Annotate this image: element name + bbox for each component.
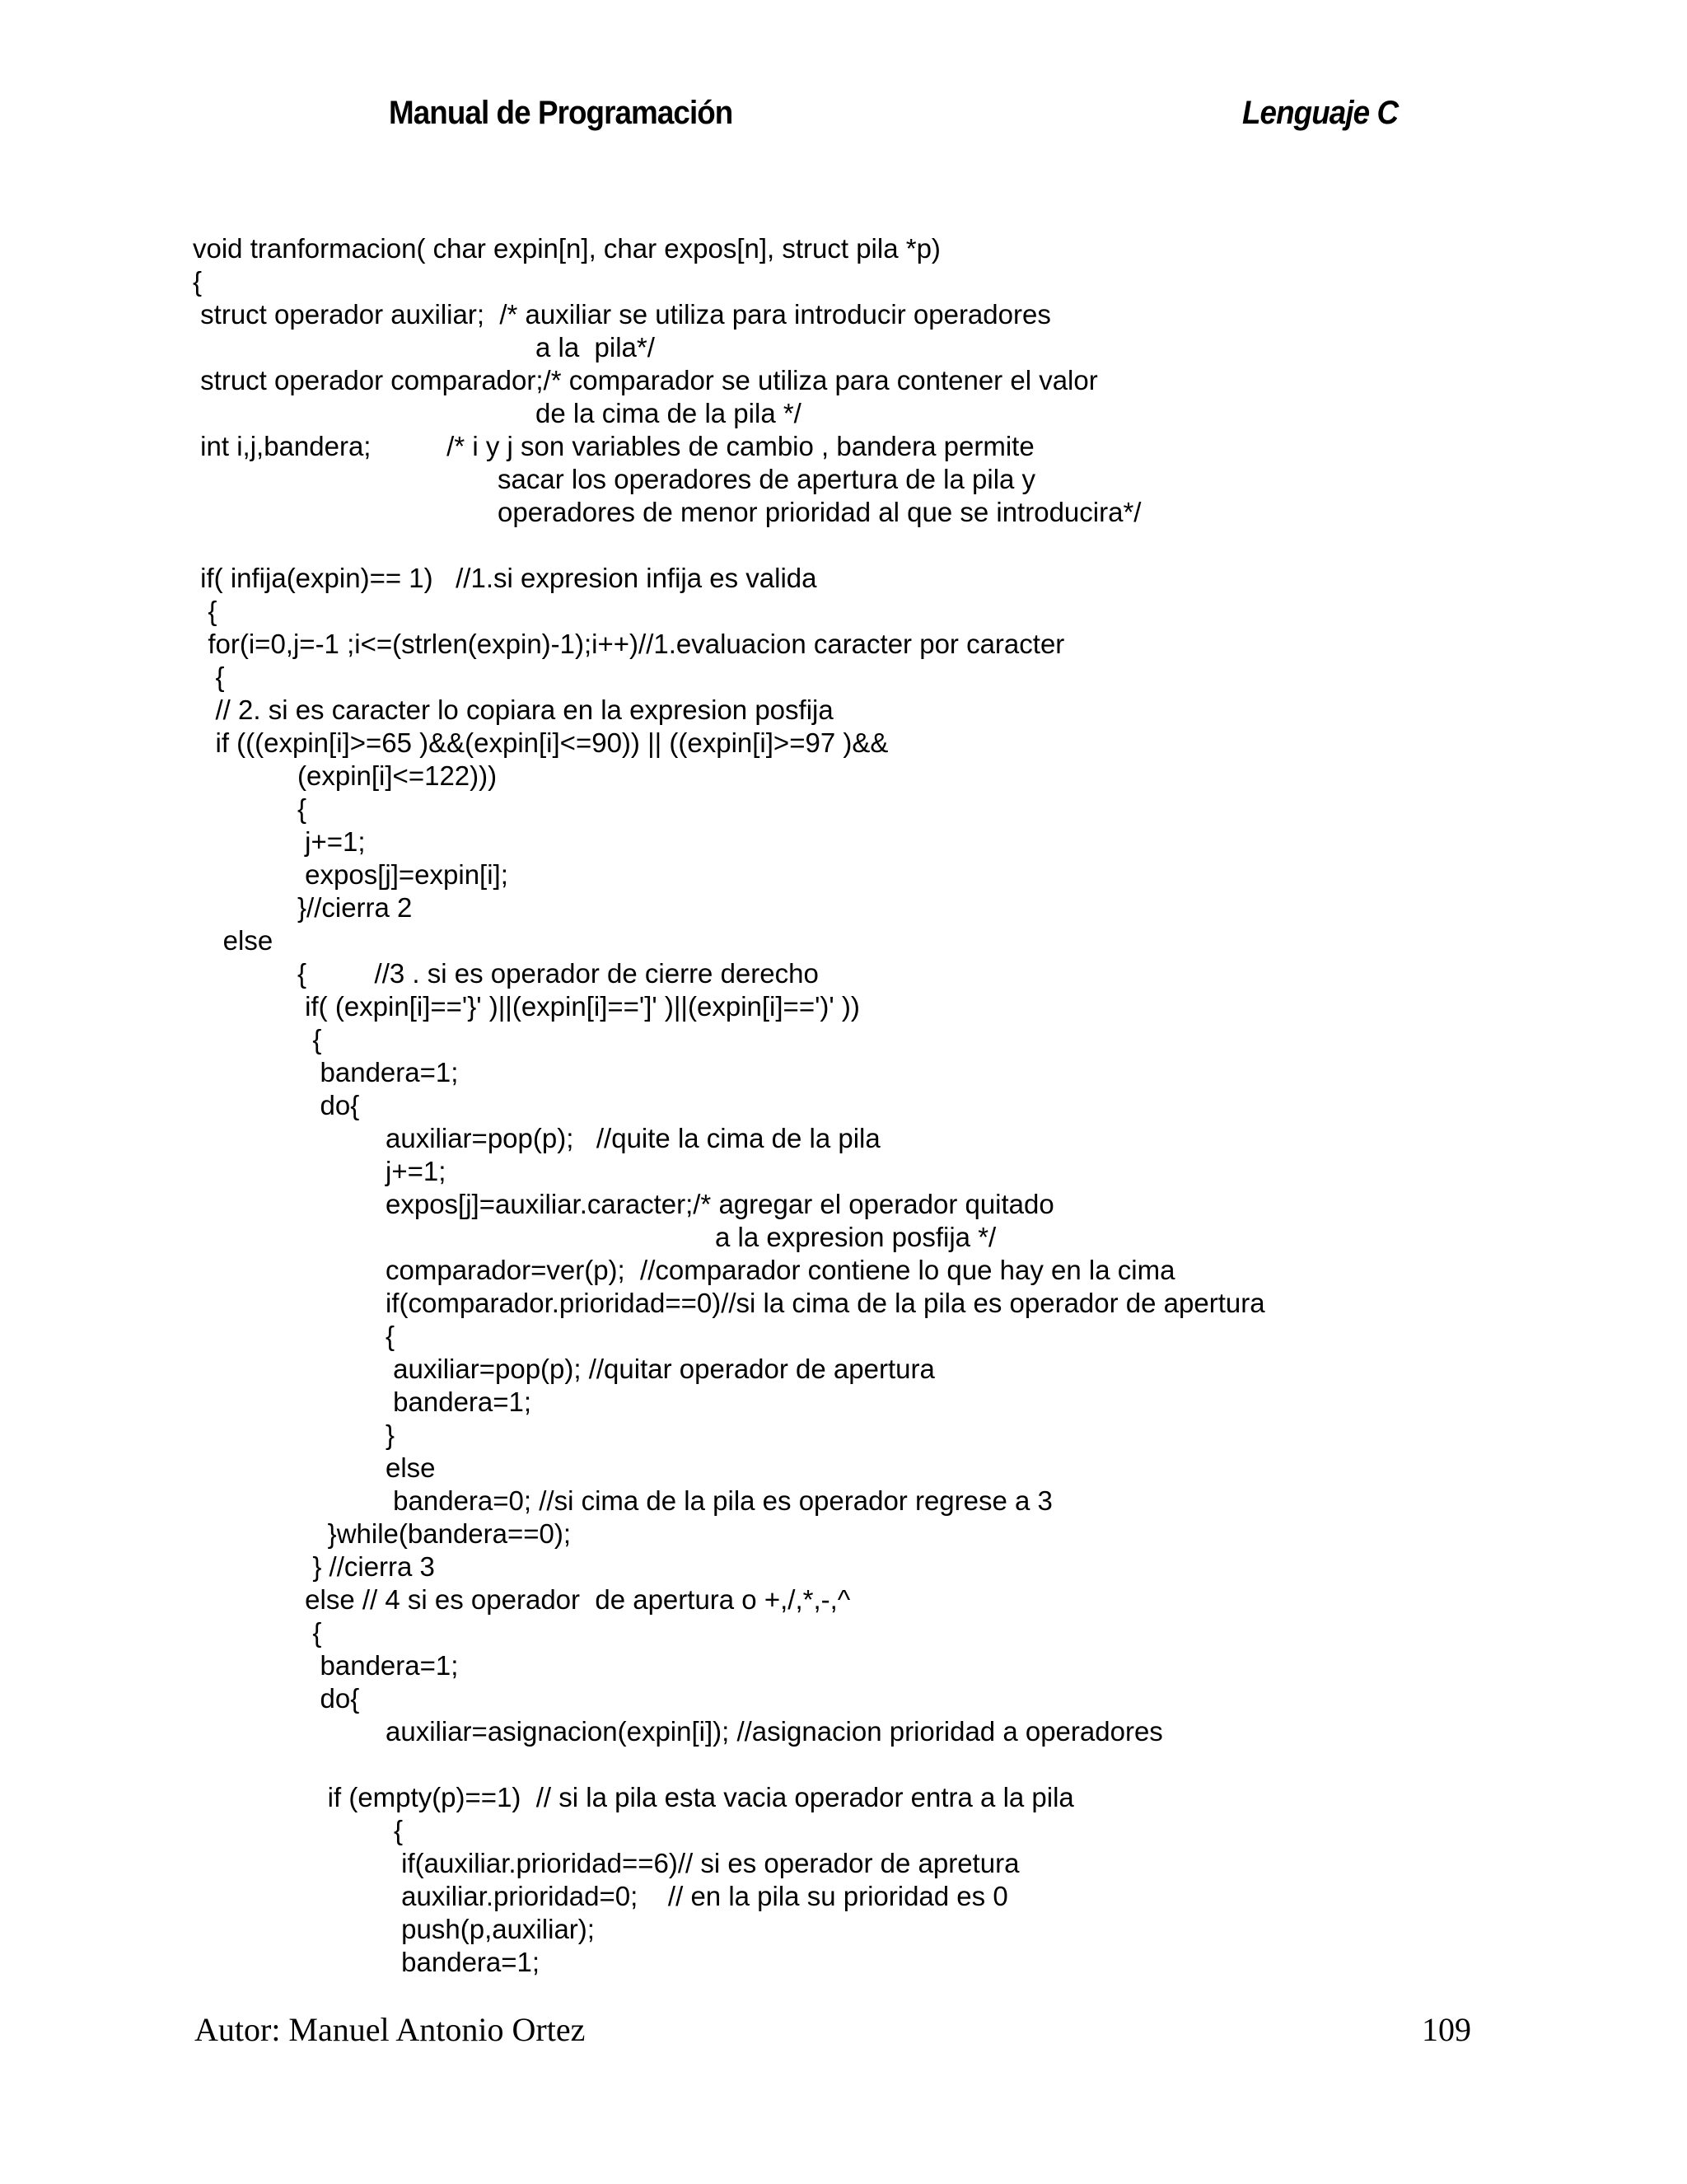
- code-line: j+=1;: [297, 826, 366, 857]
- code-line: a la expresion posfija */: [715, 1222, 997, 1252]
- header-title: Manual de Programación: [389, 95, 733, 131]
- code-line: {: [193, 266, 203, 297]
- code-line: operadores de menor prioridad al que se introducira*/: [498, 497, 1142, 527]
- code-line: }//cierra 2: [297, 892, 413, 923]
- code-line: auxiliar=asignacion(expin[i]); //asignacion prioridad a operadores: [386, 1716, 1163, 1747]
- code-line: for(i=0,j=-1 ;i<=(strlen(expin)-1);i++)//1.evaluacion caracter por caracter: [193, 629, 1065, 659]
- code-line: (expin[i]<=122))): [297, 760, 498, 791]
- header-subject: Lenguaje C: [1242, 95, 1399, 131]
- code-line: auxiliar.prioridad=0; // en la pila su prioridad es 0: [394, 1881, 1008, 1911]
- footer-author: Autor: Manuel Antonio Ortez: [194, 2011, 586, 2048]
- code-line: // 2. si es caracter lo copiara en la expresion posfija: [193, 694, 834, 725]
- code-line: bandera=0; //si cima de la pila es operador regrese a 3: [386, 1485, 1053, 1516]
- code-line: struct operador comparador;/* comparador se utiliza para contener el valor: [193, 365, 1098, 395]
- code-line: auxiliar=pop(p); //quite la cima de la pila: [386, 1123, 881, 1153]
- code-line: } //cierra 3: [297, 1551, 435, 1582]
- code-line: }: [386, 1419, 395, 1450]
- code-line: bandera=1;: [394, 1947, 540, 1977]
- code-line: else: [193, 925, 273, 956]
- code-line: {: [297, 1024, 322, 1055]
- code-line: {: [386, 1321, 395, 1351]
- code-line: bandera=1;: [297, 1650, 459, 1681]
- code-line: {: [193, 662, 225, 692]
- code-line: bandera=1;: [297, 1057, 459, 1087]
- code-line: j+=1;: [386, 1156, 446, 1186]
- code-line: if (((expin[i]>=65 )&&(expin[i]<=90)) || ((expin[i]>=97 )&&: [193, 727, 889, 758]
- code-line: comparador=ver(p); //comparador contiene lo que hay en la cima: [386, 1255, 1175, 1285]
- code-line: }while(bandera==0);: [297, 1518, 572, 1549]
- code-line: { //3 . si es operador de cierre derecho: [297, 958, 819, 989]
- code-line: expos[j]=auxiliar.caracter;/* agregar el operador quitado: [386, 1189, 1054, 1219]
- code-line: if( infija(expin)== 1) //1.si expresion infija es valida: [193, 563, 817, 593]
- code-line: a la pila*/: [535, 332, 655, 362]
- code-line: if (empty(p)==1) // si la pila esta vacia operador entra a la pila: [297, 1782, 1074, 1812]
- code-line: struct operador auxiliar; /* auxiliar se utiliza para introducir operadores: [193, 299, 1051, 330]
- code-line: {: [193, 596, 217, 626]
- code-line: {: [297, 1617, 322, 1648]
- code-line: else // 4 si es operador de apertura o +,/,*,-,^: [297, 1584, 851, 1615]
- code-line: push(p,auxiliar);: [394, 1914, 595, 1944]
- code-line: void tranformacion( char expin[n], char expos[n], struct pila *p): [193, 233, 941, 264]
- code-line: expos[j]=expin[i];: [297, 859, 508, 890]
- code-line: {: [394, 1815, 404, 1845]
- code-line: else: [386, 1452, 436, 1483]
- code-line: if( (expin[i]=='}' )||(expin[i]==']' )||(expin[i]==')' )): [297, 991, 860, 1022]
- code-line: sacar los operadores de apertura de la pila y: [498, 464, 1036, 494]
- code-line: bandera=1;: [386, 1387, 532, 1417]
- page-number: 109: [1422, 2011, 1471, 2048]
- code-line: do{: [297, 1090, 360, 1120]
- code-line: int i,j,bandera; /* i y j son variables de cambio , bandera permite: [193, 431, 1035, 461]
- code-line: de la cima de la pila */: [535, 398, 801, 428]
- code-line: auxiliar=pop(p); //quitar operador de apertura: [386, 1354, 935, 1384]
- code-line: do{: [297, 1683, 360, 1714]
- code-line: if(auxiliar.prioridad==6)// si es operador de apretura: [394, 1848, 1020, 1878]
- code-line: if(comparador.prioridad==0)//si la cima de la pila es operador de apertura: [386, 1288, 1265, 1318]
- code-line: {: [297, 793, 307, 824]
